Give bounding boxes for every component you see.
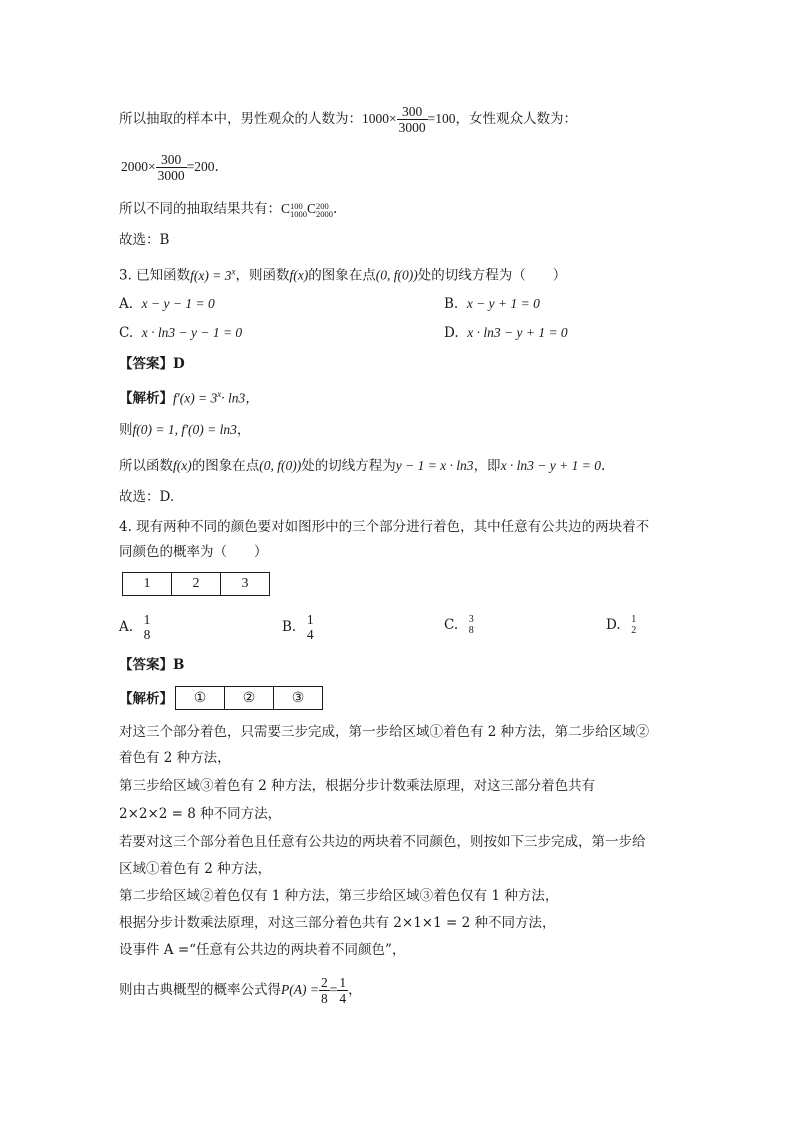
q3-analysis-2: 则f(0) = 1, f′(0) = ln3， (119, 422, 251, 438)
prev-line2-fraction: $\frac{300}{3000}$ (157, 152, 185, 183)
q4-option-a[interactable]: A. 1 8 (119, 612, 151, 642)
q3-function-def: $f(x) = 3^x$ (190, 266, 236, 283)
q4-analysis-line-1: 对这三个部分着色，只需要三步完成，第一步给区域①着色有 2 种方法，第二步给区域② (119, 724, 650, 740)
prev-line3-text: 所以不同的抽取结果共有： (119, 201, 281, 217)
q4-figure-cell-2: 2 (172, 573, 221, 595)
prev-comb-2-indices: 200 2000 (316, 200, 334, 219)
q3-option-d[interactable]: D. x · ln3 − y + 1 = 0 (444, 325, 568, 341)
prev-line2-tail: . (214, 159, 219, 175)
prev-line2-expr-a: 2000× (121, 159, 156, 174)
q4-final-fraction-2: $\frac{1}{4}$ (339, 975, 347, 1006)
prev-choice: 故选：B (119, 232, 170, 248)
prev-line3-tail: . (333, 201, 338, 217)
prev-line-2 (121, 152, 219, 183)
prev-line-1 (119, 104, 577, 135)
q4-option-b[interactable]: B. 1 4 (282, 612, 314, 642)
q3-option-b[interactable]: B. x − y + 1 = 0 (444, 296, 540, 312)
q4-stem-line-2: 同颜色的概率为（ ） (119, 544, 268, 560)
q3-stem: 3. 已知函数$f(x) = 3^x$，则函数f(x)的图象在点(0, f(0))处的切线方程为（ ） (119, 266, 567, 284)
prev-line1-text: 所以抽取的样本中，男性观众的人数为： (119, 111, 362, 127)
q4-figure (122, 572, 270, 596)
q4-analysis-cell-1: ① (176, 687, 225, 709)
q4-analysis-line-5: 若要对这三个部分着色且任意有公共边的两块着不同颜色，则按如下三步完成，第一步给 (119, 834, 646, 850)
q3-option-a[interactable]: A. x − y − 1 = 0 (119, 296, 215, 312)
q4-analysis-label: 【解析】 (119, 691, 173, 707)
q4-option-c[interactable]: C. 3 8 (444, 614, 474, 636)
q4-answer: 【答案】B (119, 657, 185, 673)
q4-analysis-line-6: 区域①着色有 2 种方法， (119, 861, 272, 877)
prev-line1-expr-b: =100 (427, 111, 456, 126)
q4-analysis-line-2: 着色有 2 种方法， (119, 750, 231, 766)
q3-analysis-1: 【解析】$f'(x) = 3^x\cdot \ln 3$， (119, 389, 259, 407)
q4-analysis-cell-2: ② (225, 687, 274, 709)
prev-line-3 (119, 200, 337, 218)
q4-analysis-line-3: 第三步给区域③着色有 2 种方法，根据分步计数乘法原理，对这三部分着色共有 (119, 778, 596, 794)
q3-choice: 故选：D. (119, 489, 175, 505)
q4-figure-cell-3: 3 (241, 576, 249, 591)
q4-analysis-line-8: 根据分步计数乘法原理，对这三部分着色共有 2×1×1 = 2 种不同方法， (119, 915, 556, 931)
prev-comb-1-indices: 100 1000 (290, 200, 308, 219)
q4-analysis-figure (175, 686, 323, 710)
q4-analysis-line-7: 第二步给区域②着色仅有 1 种方法，第三步给区域③着色仅有 1 种方法， (119, 888, 559, 904)
prev-line1-fraction: $\frac{300}{3000}$ (398, 104, 426, 135)
q4-analysis-line-9: 设事件 A =“任意有公共边的两块着不同颜色”， (119, 942, 406, 958)
q3-option-c[interactable]: C. x · ln3 − y − 1 = 0 (119, 325, 243, 341)
q4-final-fraction-1: $\frac{2}{8}$ (320, 975, 328, 1006)
q4-stem-line-1: 4. 现有两种不同的颜色要对如图形中的三个部分进行着色，其中任意有公共边的两块着不 (119, 519, 650, 535)
q4-analysis-cell-3: ③ (291, 690, 305, 706)
prev-comb-1: C (281, 201, 291, 216)
q3-answer: 【答案】D (119, 356, 185, 372)
prev-line1-expr-a: 1000× (362, 111, 397, 126)
q3-point: (0, f(0)) (375, 267, 418, 283)
q3-analysis-3: 所以函数f(x)的图象在点(0, f(0))处的切线方程为y − 1 = x · ln3，即x · ln3 − y + 1 = 0. (119, 458, 606, 474)
q4-figure-cell-1: 1 (123, 573, 172, 595)
q4-option-d[interactable]: D. 1 2 (606, 614, 637, 636)
prev-line2-expr-b: =200 (186, 159, 215, 174)
prev-line1-tail: ，女性观众人数为： (455, 111, 577, 127)
prev-comb-2: C (307, 201, 317, 216)
q4-analysis-final: 则由古典概型的概率公式得P(A) = $\frac{2}{8}$ = $\frac{1}{4}$ ， (119, 975, 362, 1006)
q4-analysis-line-4: 2×2×2 = 8 种不同方法， (119, 806, 282, 822)
